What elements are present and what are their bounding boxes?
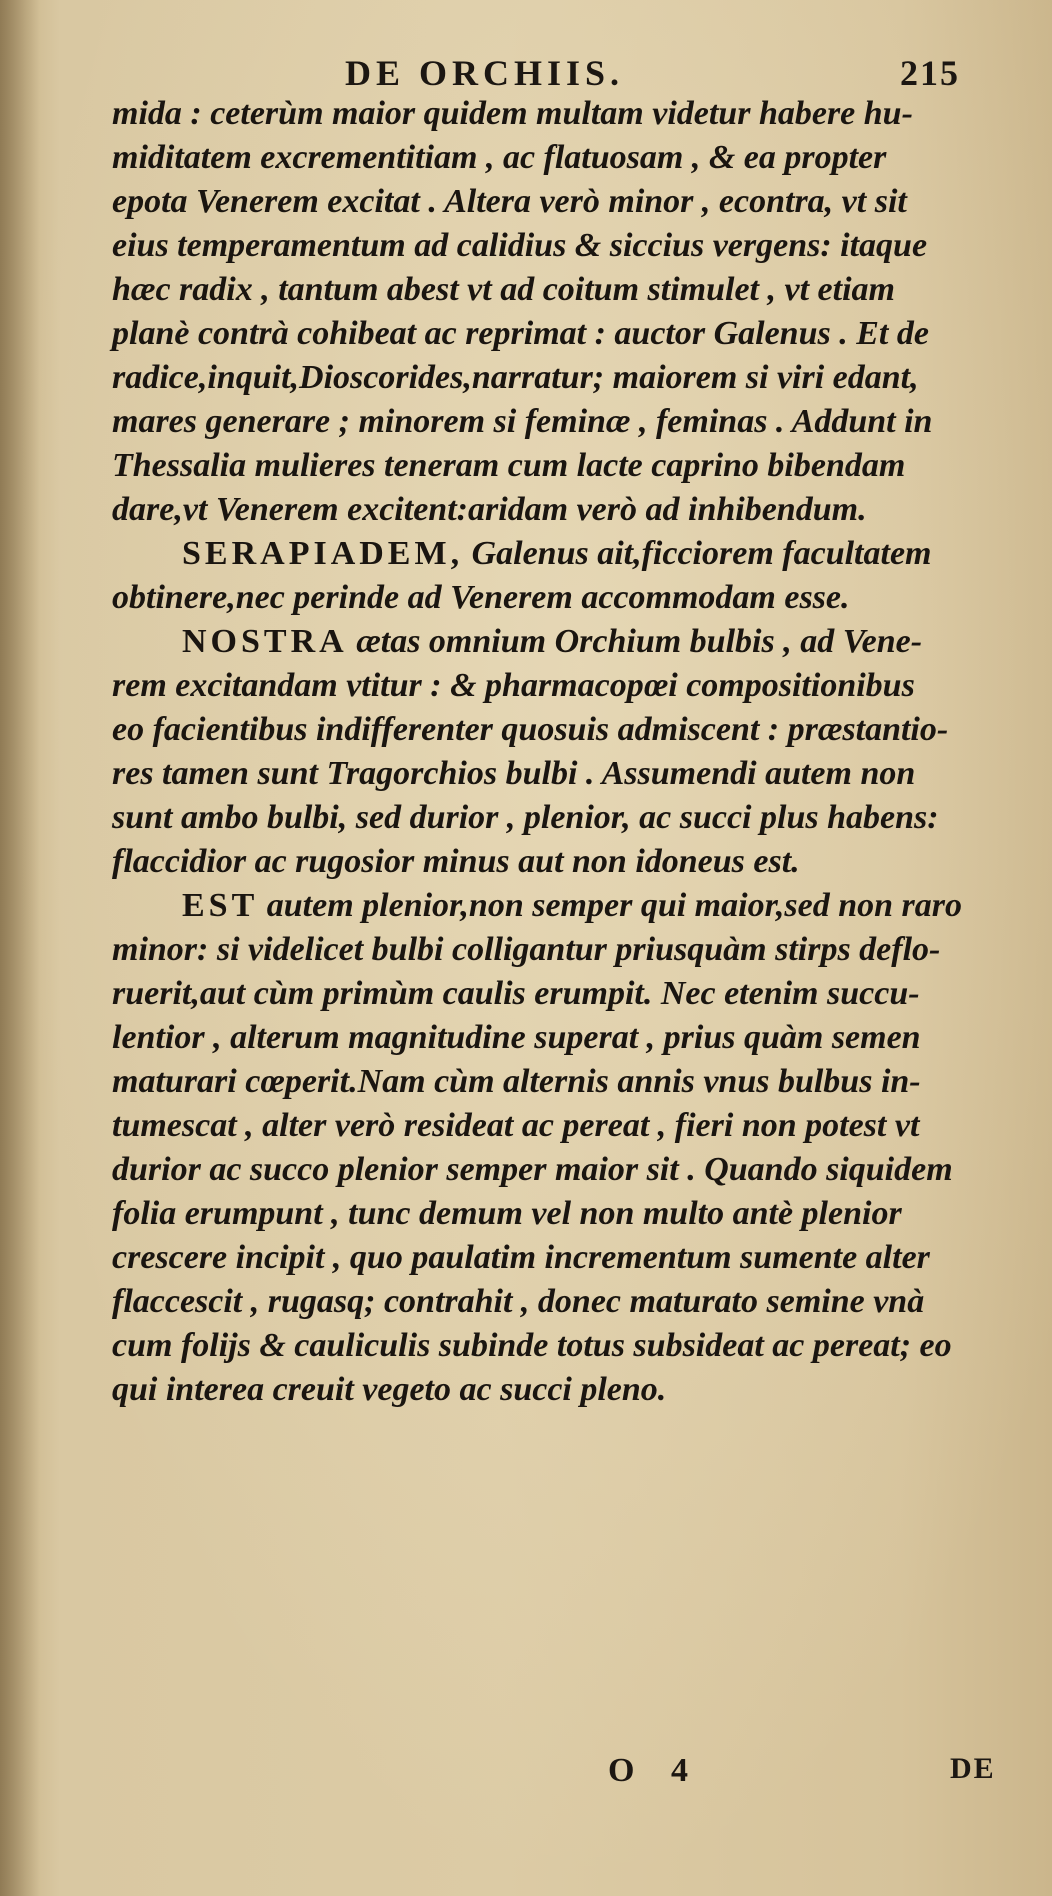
- text-fragment: ætas omnium Orchium bulbis , ad Vene-: [356, 623, 923, 660]
- gutter-shadow: [0, 0, 40, 1896]
- paragraph-lead-word: NOSTRA: [182, 623, 348, 660]
- paragraph-serapiadem-first-line: [182, 532, 931, 576]
- text-fragment: Galenus ait,ficciorem facultatem: [471, 535, 932, 572]
- text-line: tumescat , alter verò resideat ac pereat , fieri non potest vt: [112, 1107, 920, 1144]
- text-line: folia erumpunt , tunc demum vel non multo antè plenior: [112, 1195, 902, 1232]
- paragraph-est-first-line: [182, 884, 962, 928]
- text-line: epota Venerem excitat . Altera verò minor , econtra, vt sit: [112, 183, 907, 220]
- text-line: flaccescit , rugasq; contrahit , donec maturato semine vnà: [112, 1283, 925, 1320]
- text-line: cum folijs & cauliculis subinde totus subsideat ac pereat; eo: [112, 1327, 952, 1364]
- text-line: mares generare ; minorem si feminæ , feminas . Addunt in: [112, 403, 933, 440]
- text-line: flaccidior ac rugosior minus aut non idoneus est.: [112, 843, 800, 880]
- text-line: lentior , alterum magnitudine superat , prius quàm semen: [112, 1019, 921, 1056]
- page-footer: [0, 1752, 1052, 1800]
- paragraph-nostra-first-line: [182, 620, 922, 664]
- text-line: radice,inquit,Dioscorides,narratur; maiorem si viri edant,: [112, 359, 919, 396]
- text-line: eius temperamentum ad calidius & siccius vergens: itaque: [112, 227, 928, 264]
- paragraph-lead-word: EST: [182, 887, 259, 924]
- text-line: res tamen sunt Tragorchios bulbi . Assumendi autem non: [112, 755, 916, 792]
- text-line: obtinere,nec perinde ad Venerem accommodam esse.: [112, 579, 850, 616]
- text-line: crescere incipit , quo paulatim incrementum sumente alter: [112, 1239, 930, 1276]
- running-head: DE ORCHIIS.: [345, 53, 625, 93]
- text-line: sunt ambo bulbi, sed durior , plenior, ac succi plus habens:: [112, 799, 939, 836]
- text-line: durior ac succo plenior semper maior sit . Quando siquidem: [112, 1151, 953, 1188]
- catchword: DE: [950, 1752, 996, 1785]
- text-line: Thessalia mulieres teneram cum lacte caprino bibendam: [112, 447, 906, 484]
- text-line: miditatem excrementitiam , ac flatuosam , & ea propter: [112, 139, 887, 176]
- text-line: minor: si videlicet bulbi colligantur priusquàm stirps deflo-: [112, 931, 941, 968]
- text-line: mida : ceterùm maior quidem multam videtur habere hu-: [112, 95, 913, 132]
- page-header: [0, 52, 1052, 92]
- text-line: maturari cœperit.Nam cùm alternis annis vnus bulbus in-: [112, 1063, 921, 1100]
- text-line: qui interea creuit vegeto ac succi pleno.: [112, 1371, 667, 1408]
- text-line: eo facientibus indifferenter quosuis admiscent : præstantio-: [112, 711, 949, 748]
- text-line: ruerit,aut cùm primùm caulis erumpit. Nec etenim succu-: [112, 975, 920, 1012]
- page-number: 215: [900, 53, 960, 93]
- text-line: dare,vt Venerem excitent:aridam verò ad inhibendum.: [112, 491, 867, 528]
- paragraph-lead-word: SERAPIADEM,: [182, 535, 464, 572]
- text-line: rem excitandam vtitur : & pharmacopœi compositionibus: [112, 667, 915, 704]
- text-fragment: autem plenior,non semper qui maior,sed non raro: [266, 887, 963, 924]
- signature-mark: O 4: [608, 1752, 702, 1789]
- text-line: planè contrà cohibeat ac reprimat : auctor Galenus . Et de: [112, 315, 929, 352]
- text-line: hæc radix , tantum abest vt ad coitum stimulet , vt etiam: [112, 271, 895, 308]
